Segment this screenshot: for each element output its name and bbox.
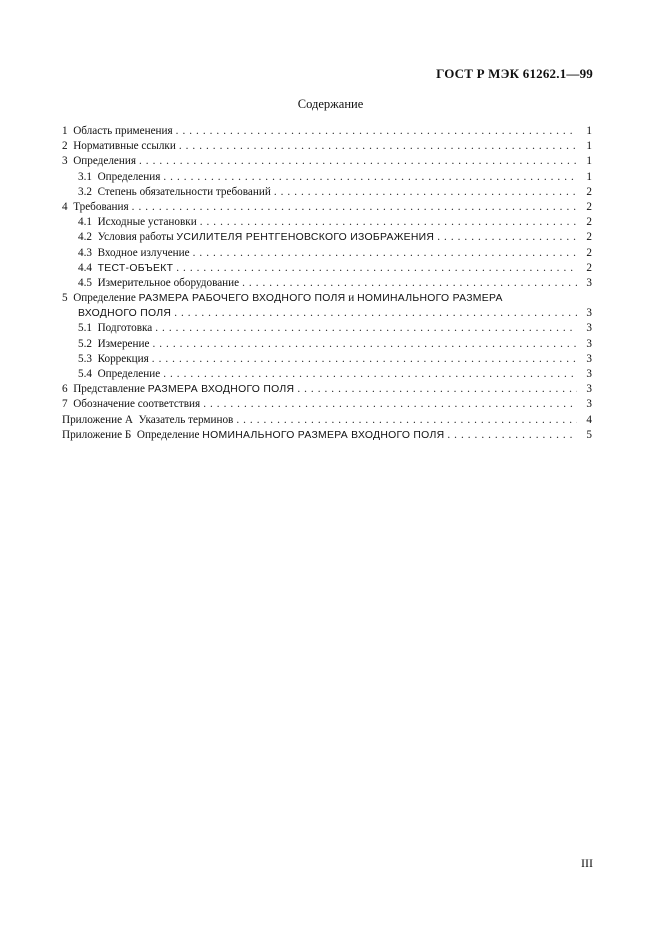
toc-page-number: 2 [586,185,592,198]
toc-page-number: 2 [586,246,592,259]
toc-entry-label: 6 Представление РАЗМЕРА ВХОДНОГО ПОЛЯ [62,383,295,396]
toc-appendix-entry[interactable] [62,428,592,443]
toc-entry-label: Приложение А Указатель терминов [62,413,234,426]
page-number: III [581,856,593,870]
toc-page-number: 3 [586,398,592,411]
toc-page-number: 3 [586,383,592,396]
dot-leader [203,397,577,412]
toc-entry-label: 5.3 Коррекция [78,352,149,365]
toc-page-number: 3 [586,307,592,320]
toc-subentry[interactable] [62,170,592,185]
dot-leader [242,276,577,291]
table-of-contents [62,124,592,443]
dot-leader [132,200,577,215]
toc-page-number: 3 [586,276,592,289]
toc-page-number: 1 [586,125,592,137]
toc-entry-label: 5.4 Определение [78,368,161,380]
toc-entry[interactable] [62,382,592,397]
dot-leader [274,185,577,200]
toc-entry-label: 3.1 Определения [78,170,161,183]
toc-subentry[interactable] [62,185,592,200]
toc-entry-label: 5.2 Измерение [78,337,150,350]
toc-entry[interactable] [62,291,592,306]
toc-entry-label: ВХОДНОГО ПОЛЯ [78,308,172,320]
toc-entry[interactable] [62,124,592,139]
dot-leader [176,261,577,276]
toc-page-number: 3 [586,337,592,350]
dot-leader [447,428,577,443]
toc-subentry[interactable] [62,337,592,352]
toc-page-number: 4 [586,413,592,426]
toc-page-number: 3 [586,368,592,380]
toc-page-number: 2 [586,231,592,244]
toc-page-number: 2 [586,200,592,213]
toc-entry-label: 4.4 ТЕСТ-ОБЪЕКТ [78,261,174,274]
dot-leader [437,230,577,245]
toc-subentry[interactable] [62,215,592,230]
toc-subentry[interactable] [62,352,592,367]
dot-leader [163,170,577,185]
toc-entry-label: 4 Требования [62,200,129,213]
toc-entry-label: 4.3 Входное излучение [78,246,190,259]
toc-entry-continuation[interactable] [62,306,592,321]
toc-appendix-entry[interactable] [62,413,592,428]
toc-entry-label: 3 Определения [62,155,136,168]
toc-subentry[interactable] [62,261,592,276]
toc-entry-label: 4.1 Исходные установки [78,216,197,229]
toc-subentry[interactable] [62,276,592,291]
toc-entry-label: 5 Определение РАЗМЕРА РАБОЧЕГО ВХОДНОГО ПОЛЯ и НОМИНАЛЬНОГО РАЗМЕРА [62,292,503,305]
toc-page-number: 5 [586,428,592,441]
toc-entry[interactable] [62,397,592,412]
toc-entry-label: 5.1 Подготовка [78,322,153,335]
dot-leader [200,215,577,230]
toc-page-number: 1 [586,170,592,183]
dot-leader [193,246,577,261]
dot-leader [139,154,577,169]
toc-page-number: 3 [586,352,592,365]
toc-entry-label: 7 Обозначение соответствия [62,398,201,411]
toc-subentry[interactable] [62,246,592,261]
toc-entry-label: 3.2 Степень обязательности требований [78,185,271,198]
dot-leader [297,382,577,397]
dot-leader [176,124,577,139]
toc-subentry[interactable] [62,367,592,382]
dot-leader [174,306,577,321]
document-code: ГОСТ Р МЭК 61262.1—99 [436,66,593,81]
dot-leader [236,413,577,428]
toc-page-number: 1 [586,140,592,153]
dot-leader [152,337,577,352]
toc-title: Содержание [297,97,364,111]
toc-page-number: 2 [586,216,592,229]
toc-entry-label: 4.2 Условия работы УСИЛИТЕЛЯ РЕНТГЕНОВСКОГО ИЗОБРАЖЕНИЯ [78,231,435,244]
toc-subentry[interactable] [62,321,592,336]
dot-leader [152,352,577,367]
toc-entry[interactable] [62,200,592,215]
toc-entry[interactable] [62,154,592,169]
toc-subentry[interactable] [62,230,592,245]
toc-entry-label: 1 Область применения [62,125,173,137]
toc-entry-label: Приложение Б Определение НОМИНАЛЬНОГО РАЗМЕРА ВХОДНОГО ПОЛЯ [62,428,445,441]
toc-entry-label: 2 Нормативные ссылки [62,140,176,153]
dot-leader [179,139,577,154]
toc-page-number: 1 [586,155,592,168]
dot-leader [155,321,577,336]
dot-leader [163,367,577,382]
toc-entry[interactable] [62,139,592,154]
toc-page-number: 3 [586,322,592,335]
toc-entry-label: 4.5 Измерительное оборудование [78,276,240,289]
toc-page-number: 2 [586,261,592,274]
